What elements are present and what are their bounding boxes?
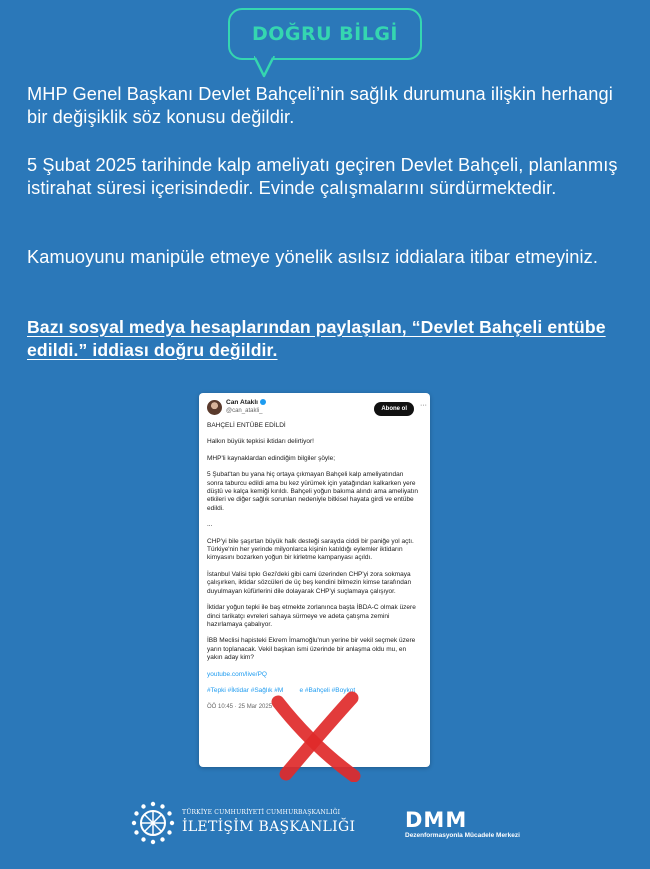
tweet-line: İstanbul Valisi tıpkı Gezi'deki gibi cami üzerinden CHP'yi zora sokmaya çalışırken, iktidar sözcüleri de üç beş kendini bilmezin kimse tarafından duyulmayan küfürlerini dile dolayarak CHP'yi suçlamaya çalışıyor. xyxy=(207,570,412,595)
presidency-label: TÜRKİYE CUMHURİYETİ CUMHURBAŞKANLIĞI xyxy=(182,809,341,816)
dmm-mark: DMM xyxy=(405,808,468,832)
tweet-line: ... xyxy=(207,521,213,529)
red-cross-icon xyxy=(270,690,362,782)
more-options-icon: ··· xyxy=(420,402,427,409)
iletisim-label: İLETİŞİM BAŞKANLIĞI xyxy=(182,819,356,835)
tweet-author-name-text: Can Ataklı xyxy=(226,399,258,406)
avatar xyxy=(207,400,222,415)
dogru-bilgi-badge xyxy=(228,8,422,80)
tweet-line: 5 Şubat'tan bu yana hiç ortaya çıkmayan Bahçeli kalp ameliyatından sonra taburcu edildi ama bu kez yürümek için yatağından kalkarken yere düştü ve kalça kemiği kırıldı. Bahçeli yoğun bakıma alındı ama ameliyatın etkileri ve diğer sağlık sorunları nedeniyle bitkisel hayata girdi ve entübe edildi. xyxy=(207,471,418,512)
tweet-link: youtube.com/live/PQ xyxy=(207,670,267,678)
badge-label: DOĞRU BİLGİ xyxy=(228,8,422,60)
speech-tail-icon xyxy=(254,56,278,80)
dmm-subtitle: Dezenformasyonla Mücadele Merkezi xyxy=(405,832,520,839)
dmm-logo xyxy=(405,808,535,848)
tweet-author-handle: @can_atakli_ xyxy=(226,408,263,414)
verified-badge-icon xyxy=(260,399,266,405)
tweet-line: CHP'yi bile şaşırtan büyük halk desteği sarayda ciddi bir paniğe yol açtı. Türkiye'nin her yerinde milyonlarca kişinin katıldığı eylemler iktidarın kimyasını bozarken yoğun bir kirletme kampanyası açıldı. xyxy=(207,537,414,562)
tweet-line: İktidar yoğun tepki ile baş etmekte zorlanınca başta İBDA-C olmak üzere dinci tarikatçı evreleri sahaya sürmeye ve adeta çatışma zemini hazırlamaya çabalıyor. xyxy=(207,604,416,628)
tweet-line: İBB Meclisi hapisteki Ekrem İmamoğlu'nun yerine bir vekil seçmek üzere yarın toplanacak. Vekil başkan ismi üzerinde bir anlaşma oldu mu, en yakın aday kim? xyxy=(207,637,416,662)
presidency-seal-icon xyxy=(130,800,176,846)
tweet-line: BAHÇELİ ENTÜBE EDİLDİ xyxy=(207,422,286,429)
tweet-line: MHP'li kaynaklardan edindiğim bilgiler şöyle; xyxy=(207,454,336,462)
tweet-line: Halkın büyük tepkisi iktidarı delirtiyor! xyxy=(207,438,314,446)
paragraph-warning: Kamuoyunu manipüle etmeye yönelik asılsız iddialara itibar etmeyiniz. xyxy=(27,247,598,267)
tweet-hashtags: #Tepki #İktidar #Sağlık #M e #Bahçeli #Boykot xyxy=(207,686,356,694)
tweet-header xyxy=(207,399,427,419)
tweet-timestamp: ÖÖ 10:45 · 25 Mar 2025 · xyxy=(207,704,276,711)
iletisim-baskanligi-logo xyxy=(130,800,356,852)
follow-button: Abone ol xyxy=(374,402,414,416)
paragraph-surgery-info: 5 Şubat 2025 tarihinde kalp ameliyatı geçiren Devlet Bahçeli, planlanmış istirahat süresi içerisindedir. Evinde çalışmalarını sürdürmektedir. xyxy=(27,155,618,198)
tweet-body xyxy=(207,422,420,720)
paragraph-health-status: MHP Genel Başkanı Devlet Bahçeli’nin sağlık durumuna ilişkin herhangi bir değişiklik söz konusu değildir. xyxy=(27,84,613,127)
paragraph-claim-false: Bazı sosyal medya hesaplarından paylaşılan, “Devlet Bahçeli entübe edildi.” iddiası doğru değildir. xyxy=(27,317,606,360)
